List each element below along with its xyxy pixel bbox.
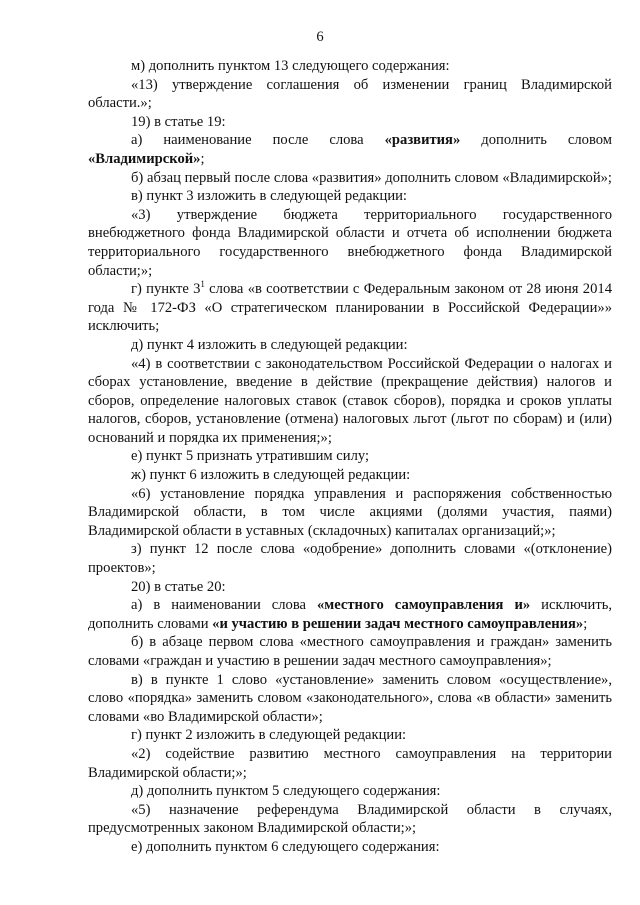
- text-run: «3) утверждение бюджета территориального государственного внебюджетного фонда Владимирской области и отчета об исполнении бюджета территориального государственного внебюджетного фонда Владимирской области;»;: [88, 206, 612, 279]
- paragraph: [88, 633, 612, 670]
- document-body: [88, 57, 612, 857]
- text-run: г) пункте 3: [131, 281, 201, 298]
- paragraph: [88, 466, 612, 485]
- text-run: 19) в статье 19:: [131, 113, 226, 130]
- text-run: «6) установление порядка управления и распоряжения собственностью Владимирской области, в том числе акциями (долями участия, паями) Владимирской области в уставных (складочных) капиталах организаций;»;: [88, 485, 612, 539]
- paragraph: [88, 596, 612, 633]
- text-run: дополнить словом: [460, 132, 612, 149]
- paragraph: [88, 801, 612, 838]
- text-run: д) дополнить пунктом 5 следующего содержания:: [131, 783, 441, 800]
- text-run: м) дополнить пунктом 13 следующего содержания:: [131, 58, 450, 74]
- bold-text: «развития»: [384, 132, 461, 149]
- text-run: г) пункт 2 изложить в следующей редакции:: [131, 727, 407, 744]
- bold-text: «Владимирской»: [88, 150, 201, 167]
- text-run: е) пункт 5 признать утратившим силу;: [131, 448, 370, 465]
- paragraph: [88, 540, 612, 577]
- text-run: ;: [583, 615, 588, 632]
- text-run: е) дополнить пунктом 6 следующего содержания:: [131, 838, 440, 855]
- text-run: а) в наименовании слова: [131, 597, 317, 614]
- paragraph: [88, 280, 612, 336]
- text-run: «5) назначение референдума Владимирской области в случаях, предусмотренных законом Владимирской области;»;: [88, 801, 612, 837]
- paragraph: [88, 57, 612, 76]
- paragraph: [88, 355, 612, 448]
- paragraph: [88, 131, 612, 168]
- paragraph: [88, 169, 612, 188]
- paragraph: [88, 206, 612, 280]
- paragraph: [88, 447, 612, 466]
- bold-text: «местного самоуправления и»: [317, 597, 531, 614]
- paragraph: [88, 838, 612, 857]
- superscript: 1: [200, 279, 205, 290]
- text-run: 20) в статье 20:: [131, 578, 226, 595]
- paragraph: [88, 578, 612, 597]
- text-run: «13) утверждение соглашения об изменении границ Владимирской области.»;: [88, 76, 612, 112]
- paragraph: [88, 187, 612, 206]
- bold-text: «и участию в решении задач местного самоуправления»: [212, 615, 584, 632]
- paragraph: [88, 113, 612, 132]
- text-run: слова «в соответствии с Федеральным законом от 28 июня 2014 года № 172-ФЗ «О стратегическом планировании в Российской Федерации»» исключить;: [88, 281, 612, 335]
- paragraph: [88, 76, 612, 113]
- text-run: ;: [200, 150, 205, 167]
- text-run: а) наименование после слова: [131, 132, 385, 149]
- text-run: б) абзац первый после слова «развития» дополнить словом «Владимирской»;: [131, 169, 612, 186]
- paragraph: [88, 671, 612, 727]
- text-run: з) пункт 12 после слова «одобрение» дополнить словами «(отклонение) проектов»;: [88, 541, 612, 577]
- paragraph: [88, 782, 612, 801]
- paragraph: [88, 485, 612, 541]
- text-run: в) в пункте 1 слово «установление» заменить словом «осуществление», слово «порядка» заменить словом «законодательного», слова «в области» заменить словами «во Владимирской области»;: [88, 671, 612, 725]
- text-run: д) пункт 4 изложить в следующей редакции:: [131, 336, 408, 353]
- paragraph: [88, 336, 612, 355]
- text-run: б) в абзаце первом слова «местного самоуправления и граждан» заменить словами «граждан и участию в решении задач местного самоуправления»;: [88, 634, 612, 669]
- text-run: «2) содействие развитию местного самоуправления на территории Владимирской области;»;: [88, 745, 612, 781]
- text-run: «4) в соответствии с законодательством Российской Федерации о налогах и сборах установление, введение в действие (прекращение действия) налогов и сборов, определение налоговых ставок (ставок сборов), порядка и сроков уплаты налогов, сборов, установление (отмена) налоговых льгот (льгот по сборам) и (или) оснований и порядка их применения;»;: [88, 355, 612, 446]
- paragraph: [88, 726, 612, 745]
- text-run: исключить, дополнить словами: [88, 597, 612, 632]
- paragraph: [88, 745, 612, 782]
- page-number: 6: [316, 29, 324, 45]
- text-run: в) пункт 3 изложить в следующей редакции:: [131, 188, 407, 205]
- text-run: ж) пункт 6 изложить в следующей редакции:: [131, 467, 411, 484]
